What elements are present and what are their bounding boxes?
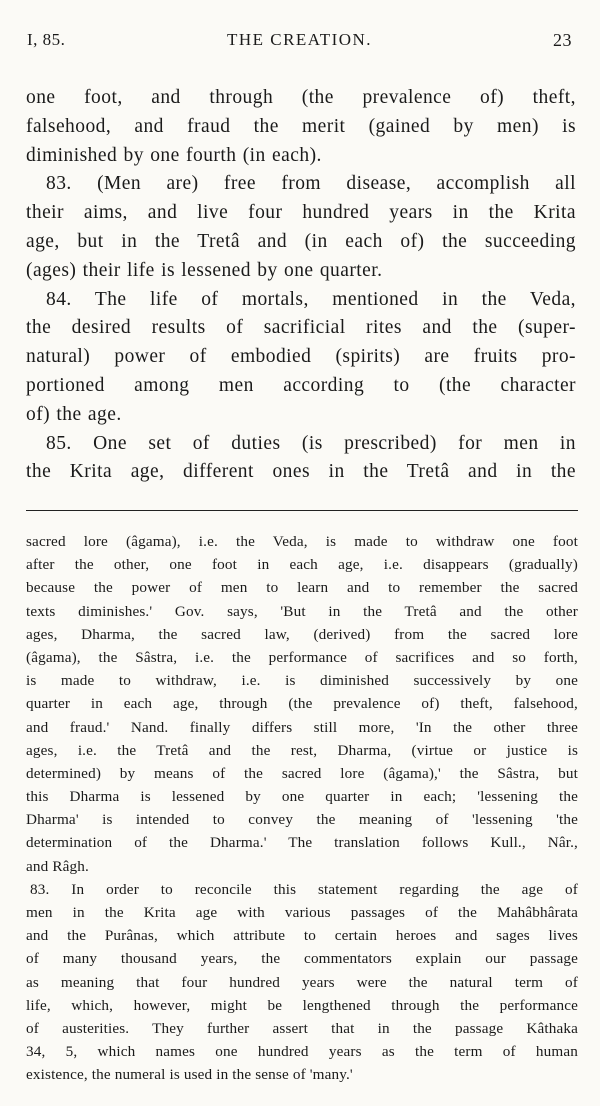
note-line: men in the Krita age with various passages of the Mahâbhârata	[26, 904, 578, 922]
note-line: texts diminishes.' Gov. says, 'But in the Tretâ and the other	[26, 602, 578, 620]
text-line: the Krita age, different ones in the Tretâ and in the	[26, 461, 576, 483]
note-line: determination of the Dharma.' The translation follows Kull., Nâr.,	[26, 834, 578, 852]
running-head	[27, 30, 572, 60]
note-line: determined) by means of the sacred lore (âgama),' the Sâstra, but	[26, 764, 578, 782]
note-83-start: 83. In order to reconcile this statement regarding the age of	[30, 880, 578, 898]
note-line: this Dharma is lessened by one quarter in each; 'lessening the	[26, 788, 578, 806]
text-line: portioned among men according to (the character	[26, 374, 576, 396]
note-line: of many thousand years, the commentators explain our passage	[26, 950, 578, 968]
footnotes	[26, 530, 578, 1087]
note-line: (âgama), the Sâstra, i.e. the performance of sacrifices and so forth,	[26, 648, 578, 666]
note-line: life, which, however, might be lengthened through the performance	[26, 996, 578, 1014]
section-reference: I, 85.	[27, 30, 66, 49]
note-line: because the power of men to learn and to remember the sacred	[26, 579, 578, 597]
text-line: of) the age.	[26, 403, 122, 425]
text-line: (ages) their life is lessened by one quarter.	[26, 259, 383, 281]
footnote-divider	[26, 510, 578, 511]
note-line: and Râgh.	[26, 857, 89, 875]
main-text	[26, 84, 576, 487]
note-line: and the Purânas, which attribute to certain heroes and sages lives	[26, 927, 578, 945]
note-line: existence, the numeral is used in the sense of 'many.'	[26, 1066, 353, 1084]
text-line: falsehood, and fraud the merit (gained by men) is	[26, 115, 576, 137]
note-line: quarter in each age, through (the prevalence of) theft, falsehood,	[26, 695, 578, 713]
note-line: after the other, one foot in each age, i.e. disappears (gradually)	[26, 556, 578, 574]
note-line: is made to withdraw, i.e. is diminished successively by one	[26, 672, 578, 690]
verse-84-start: 84. The life of mortals, mentioned in the Veda,	[46, 288, 576, 310]
text-line: diminished by one fourth (in each).	[26, 144, 322, 166]
note-line: and fraud.' Nand. finally differs still more, 'In the other three	[26, 718, 578, 736]
note-line: ages, Dharma, the sacred law, (derived) from the sacred lore	[26, 625, 578, 643]
verse-83-start: 83. (Men are) free from disease, accomplish all	[46, 173, 576, 195]
note-line: Dharma' is intended to convey the meaning of 'lessening 'the	[26, 811, 578, 829]
chapter-title: THE CREATION.	[226, 30, 373, 49]
note-line: 34, 5, which names one hundred years as the term of human	[26, 1043, 578, 1061]
text-line: one foot, and through (the prevalence of) theft,	[26, 87, 576, 108]
note-line: sacred lore (âgama), i.e. the Veda, is made to withdraw one foot	[26, 533, 578, 550]
note-line: as meaning that four hundred years were the natural term of	[26, 973, 578, 991]
page-number: 23	[553, 30, 572, 50]
text-line: natural) power of embodied (spirits) are fruits pro-	[26, 346, 576, 368]
verse-85-start: 85. One set of duties (is prescribed) for men in	[46, 432, 576, 454]
text-line: their aims, and live four hundred years in the Krita	[26, 202, 576, 224]
text-line: age, but in the Tretâ and (in each of) the succeeding	[26, 230, 576, 252]
note-line: of austerities. They further assert that in the passage Kâthaka	[26, 1019, 578, 1037]
text-line: the desired results of sacrificial rites and the (super-	[26, 317, 576, 339]
note-line: ages, i.e. the Tretâ and the rest, Dharma, (virtue or justice is	[26, 741, 578, 759]
